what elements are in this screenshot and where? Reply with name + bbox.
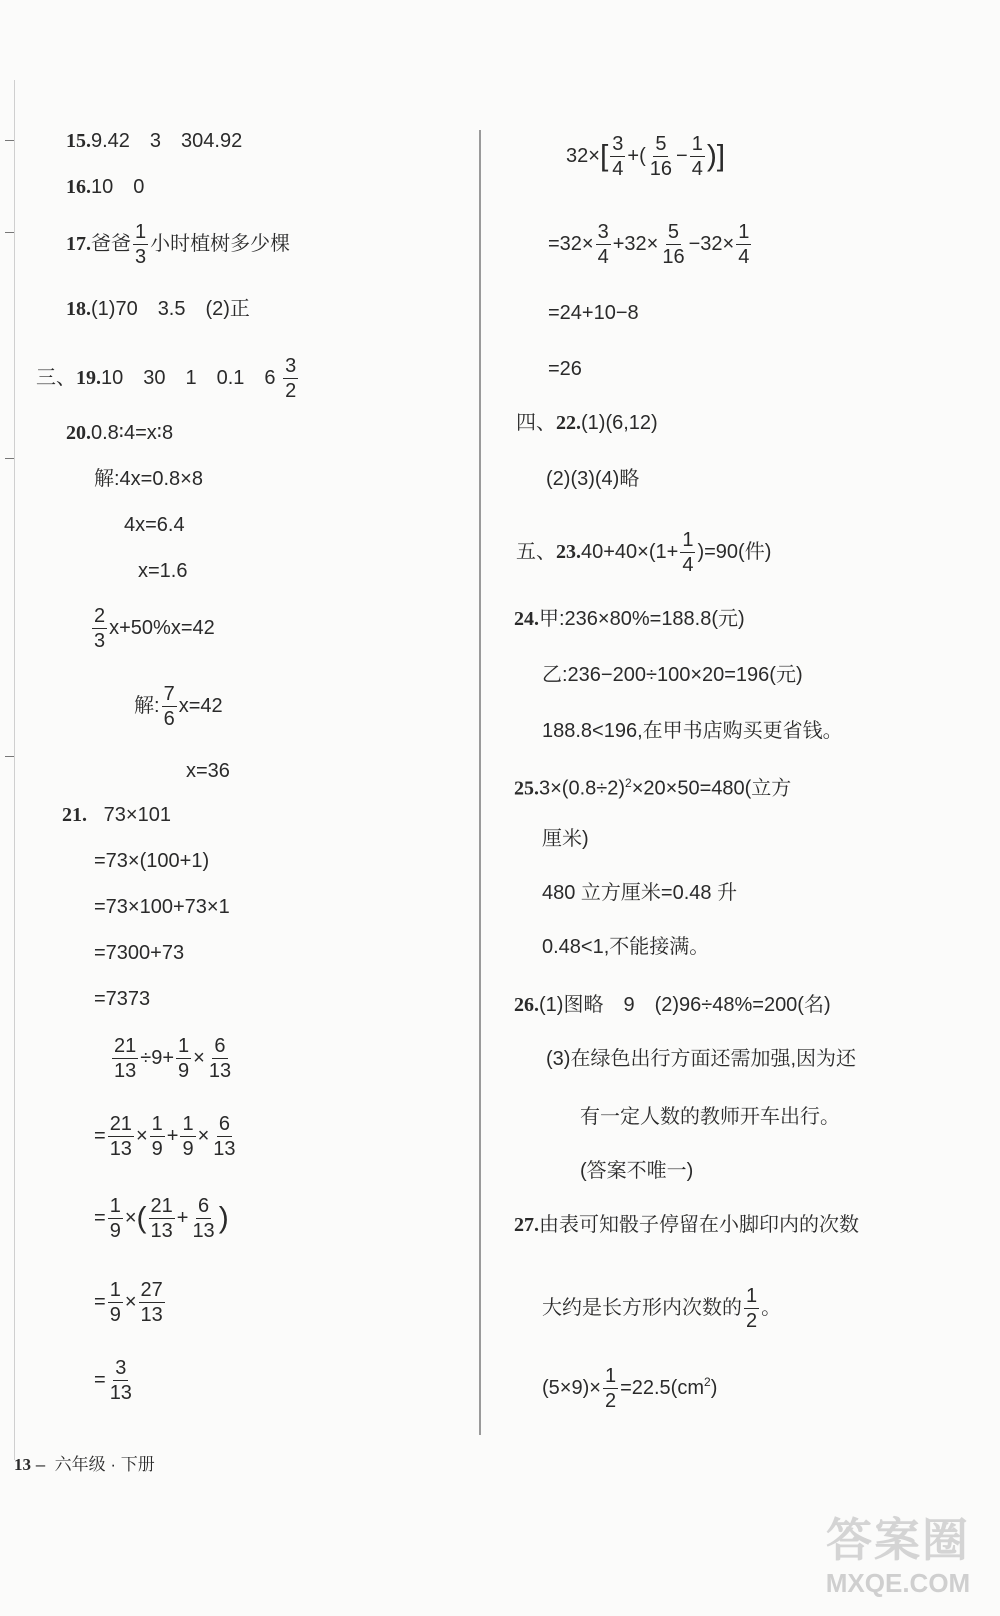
calc-line [94,1280,167,1325]
calc-line: =26 [548,358,582,380]
answer-17 [66,222,290,267]
answer-text: 10 30 1 0.1 6 [101,366,276,389]
question-number: 22. [556,412,581,434]
numerator: 3 [597,221,609,243]
numerator: 1 [109,1195,121,1217]
answer-text: 厘米) [542,828,589,850]
numerator: 1 [604,1365,617,1387]
fraction [108,1280,123,1325]
section-label: 三、 [36,366,76,389]
denominator: 6 [163,708,175,730]
answer-text: 188.8<196,在甲书店购买更省钱。 [542,720,843,742]
numerator: 27 [140,1279,163,1301]
answer-text: 9.42 3 304.92 [91,130,243,152]
answer-text: 。 [761,1296,782,1319]
operator: × [193,1046,205,1069]
answer-text: 乙:236−200÷100×20=196(元) [542,664,803,686]
denominator: 3 [94,630,106,652]
numerator: 1 [109,1279,121,1301]
numerator: 21 [109,1113,132,1135]
numerator: 1 [691,133,703,155]
answer-15 [66,128,242,154]
answer-20 [66,420,173,446]
edge-tick [5,458,14,459]
fraction [176,1036,191,1081]
equation: x=42 [178,694,223,717]
calc-line [94,1358,136,1403]
question-number: 19. [76,366,101,389]
edge-tick [5,232,14,233]
fraction [211,1114,237,1159]
bracket: [ [599,139,609,173]
denominator: 9 [109,1304,121,1326]
expression: ×20×50=480(立方 [631,777,792,800]
fraction [207,1036,233,1081]
denominator: 2 [285,380,297,402]
bracket: )] [706,139,726,173]
fraction [690,134,705,179]
calc-line [94,1114,240,1159]
paren: ( [136,1201,147,1235]
denominator: 2 [746,1310,758,1332]
operator: − [676,144,688,167]
expression: )=90(件) [697,540,772,563]
calc-line [566,134,725,179]
section-label: 五、 [516,540,556,563]
answer-text: 甲:236×80%=188.8(元) [539,608,745,630]
calc-line [542,1366,717,1411]
answer-21 [62,802,171,828]
question-number: 20. [66,422,91,444]
watermark-url: MXQE.COM [825,1568,971,1598]
equation: 0.8∶4=x∶8 [91,422,174,444]
answer-text: 爸爸 [91,232,131,255]
question-number: 17. [66,232,91,255]
edge-tick [5,140,14,141]
denominator: 9 [151,1138,163,1160]
fraction [112,1036,138,1081]
numerator: 1 [682,529,694,551]
question-number: 23. [556,540,581,563]
denominator: 13 [109,1382,132,1404]
fraction [139,1280,165,1325]
fraction [162,684,177,729]
numerator: 5 [667,221,680,243]
watermark-text: 答案圈 [826,1514,970,1566]
calc-line [94,1196,229,1241]
fraction [660,222,686,267]
solution-line: 4x=6.4 [124,514,185,536]
answer-text: 小时植树多少棵 [150,232,291,255]
expression: 73×101 [103,804,171,826]
denominator: 13 [140,1304,163,1326]
operator: = [94,1290,106,1313]
watermark-logo [818,1512,978,1608]
numerator: 7 [163,683,175,705]
fraction [603,1366,618,1411]
answer-24 [514,606,745,632]
operator: = [94,1368,106,1391]
calc-line: =73×100+73×1 [94,896,230,918]
answer-23 [516,530,771,575]
operator: = [94,1124,106,1147]
equation: x+50%x=42 [109,616,215,639]
denominator: 13 [192,1220,215,1242]
denominator: 9 [178,1060,190,1082]
fraction [150,1114,165,1159]
numerator: 3 [285,355,297,377]
page-edge [14,80,15,1460]
answer-18 [66,296,250,322]
expression: +32× [612,232,659,255]
answer-text: (2)(3)(4)略 [546,468,640,490]
denominator: 2 [604,1390,617,1412]
edge-tick [5,756,14,757]
denominator: 16 [649,158,672,180]
page-footer [14,1450,155,1475]
answer-27 [514,1212,859,1238]
denominator: 13 [114,1060,137,1082]
expression: (5×9)× [542,1376,601,1399]
question-number: 26. [514,994,539,1016]
answer-26 [514,992,831,1018]
fraction [180,1114,195,1159]
numerator: 21 [114,1035,137,1057]
numerator: 6 [218,1113,230,1135]
answer-25 [514,770,791,802]
fraction [596,222,611,267]
fraction [149,1196,175,1241]
operator: + [176,1206,189,1229]
fraction [108,1196,123,1241]
denominator: 13 [150,1220,173,1242]
denominator: 13 [208,1060,232,1082]
denominator: 13 [109,1138,132,1160]
fraction [133,222,148,267]
operator: × [124,1206,137,1229]
answer-text: (答案不唯一) [580,1160,694,1182]
numerator: 1 [178,1035,190,1057]
calc-line: =24+10−8 [548,302,639,324]
fraction [648,134,674,179]
answer-text: (1)图略 9 (2)96÷48%=200(名) [539,994,831,1016]
solution-prefix: 解: [134,694,160,717]
calc-line: =7300+73 [94,942,185,964]
denominator: 13 [213,1138,236,1160]
numerator: 1 [746,1285,758,1307]
fraction [680,530,695,575]
operator: + [166,1124,179,1147]
fraction [744,1286,759,1331]
question-number: 18. [66,298,91,320]
question-number: 21. [62,804,87,826]
calc-line [110,1036,235,1081]
fraction [610,134,625,179]
numerator: 3 [612,133,624,155]
answer-text [542,1286,781,1331]
calc-line: =73×(100+1) [94,850,210,872]
equation-2 [90,606,215,651]
fraction [190,1196,216,1241]
solution-line [134,684,223,729]
operator: × [124,1290,137,1313]
operator: × [197,1124,210,1147]
denominator: 9 [109,1220,121,1242]
denominator: 4 [612,158,624,180]
operator: = [94,1206,106,1229]
denominator: 4 [691,158,703,180]
section-label: 四、 [516,412,556,434]
answer-text: 10 0 [91,176,145,198]
numerator: 1 [182,1113,194,1135]
question-number: 27. [514,1214,539,1236]
numerator: 1 [738,221,750,243]
footer-dash: – [35,1455,46,1474]
answer-text: 由表可知骰子停留在小脚印内的次数 [539,1214,859,1236]
calc-line: =7373 [94,988,151,1010]
answer-text: 有一定人数的教师开车出行。 [580,1106,840,1128]
expression: −32× [688,232,735,255]
denominator: 3 [135,246,147,268]
page-number: 13 [14,1455,31,1474]
expression: 3×(0.8÷2) [539,777,626,800]
fraction [108,1358,134,1403]
answer-16 [66,174,144,200]
denominator: 16 [662,246,685,268]
fraction [108,1114,134,1159]
column-divider [479,130,481,1435]
answer-text: (1)70 3.5 (2)正 [91,298,250,320]
expression: ) [710,1376,718,1399]
question-number: 25. [514,777,539,800]
denominator: 4 [682,554,694,576]
operator: +( [627,144,646,167]
numerator: 1 [151,1113,163,1135]
answer-text: 480 立方厘米=0.48 升 [542,882,738,904]
operator: ÷9+ [140,1046,175,1069]
paren: ) [218,1201,229,1235]
answer-19 [36,356,300,401]
denominator: 4 [738,246,750,268]
expression: 40+40×(1+ [581,540,679,563]
grade-label: 六年级 · 下册 [54,1455,155,1474]
answer-text: 大约是长方形内次数的 [542,1296,742,1319]
exponent: 2 [625,776,632,790]
numerator: 1 [135,221,147,243]
numerator: 2 [94,605,106,627]
fraction [736,222,751,267]
question-number: 16. [66,176,91,198]
numerator: 5 [655,133,667,155]
numerator: 6 [214,1035,226,1057]
numerator: 6 [198,1195,210,1217]
numerator: 21 [150,1195,173,1217]
question-number: 24. [514,608,539,630]
answer-text: (1)(6,12) [581,412,658,434]
solution-line: x=1.6 [138,560,188,582]
expression: =22.5(cm [620,1376,704,1399]
solution-line: x=36 [186,760,230,782]
operator: × [135,1124,148,1147]
answer-text: (3)在绿色出行方面还需加强,因为还 [546,1048,856,1070]
denominator: 9 [182,1138,194,1160]
expression: =32× [548,232,594,255]
exponent: 2 [704,1375,711,1390]
numerator: 3 [115,1357,127,1379]
expression: 32× [566,144,600,167]
calc-line [548,222,753,267]
answer-text: 0.48<1,不能接满。 [542,936,710,958]
question-number: 15. [66,130,91,152]
solution-line: 解:4x=0.8×8 [94,468,203,490]
fraction [92,606,107,651]
denominator: 4 [597,246,609,268]
answer-22 [516,410,658,436]
fraction [283,356,298,401]
